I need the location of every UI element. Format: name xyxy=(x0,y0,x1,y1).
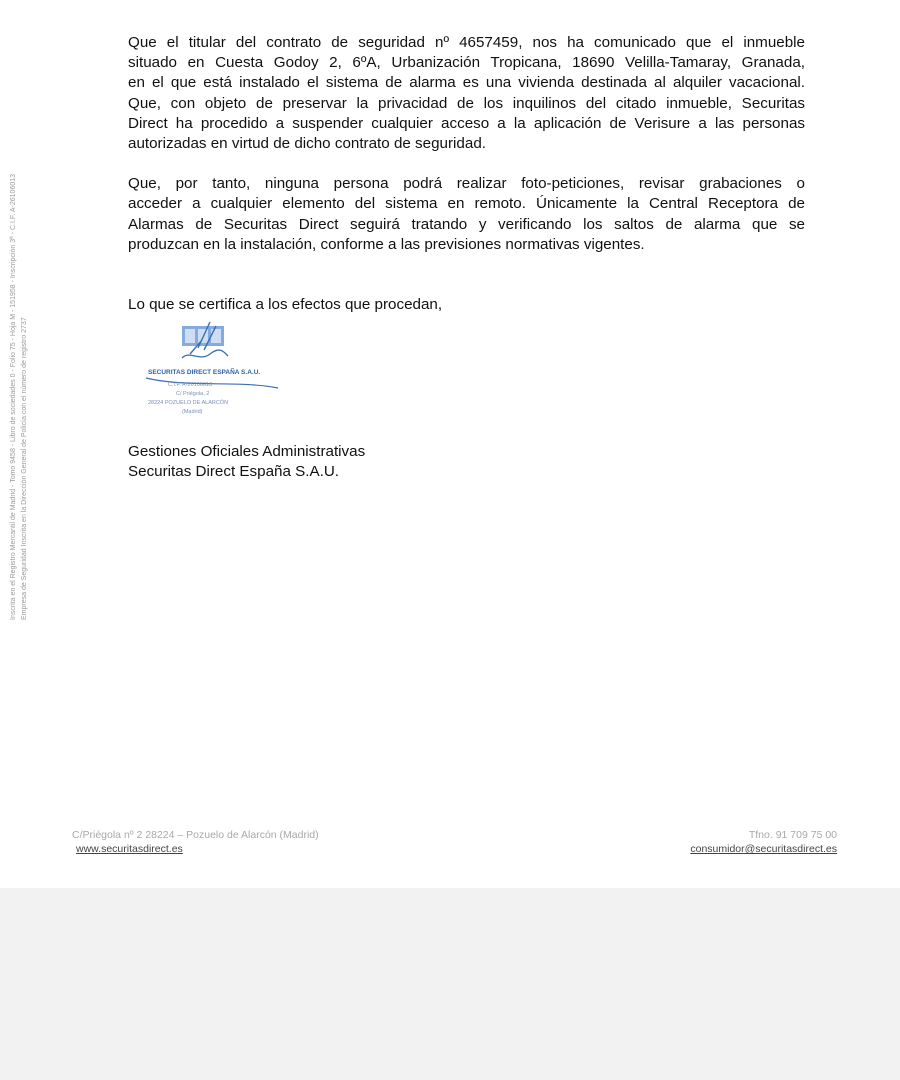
signature-department: Gestiones Oficiales Administrativas xyxy=(128,443,366,460)
stamp-cif-text: C.I.F. A-26106013 xyxy=(168,382,213,388)
stamp-region-text: (Madrid) xyxy=(182,409,203,415)
paragraph-1-line: Direct ha procedido a suspender cualquier acceso a la aplicación de Verisure a las personas xyxy=(128,114,805,132)
side-legal-line-2: Empresa de Seguridad Inscrita en la Dirección General de Policía con el número de registro 2737 xyxy=(21,317,28,620)
stamp-city-text: 28224 POZUELO DE ALARCÓN xyxy=(148,400,229,406)
paragraph-2-line: acceder a cualquier elemento del sistema en remoto. Únicamente la Central Receptora de xyxy=(128,195,805,213)
footer-left xyxy=(72,828,319,856)
paragraph-1 xyxy=(128,33,805,154)
letter-body xyxy=(128,33,805,255)
paragraph-2-line: produzcan en la instalación, conforme a las previsiones normativas vigentes. xyxy=(128,235,645,253)
paragraph-2-line: Alarmas de Securitas Direct seguirá tratando y verificando los saltos de alarma que se xyxy=(128,215,805,233)
certification-statement: Lo que se certifica a los efectos que procedan, xyxy=(128,296,443,313)
footer-phone: Tfno. 91 709 75 00 xyxy=(748,829,837,841)
paragraph-1-line: situado en Cuesta Godoy 2, 6ºA, Urbanización Tropicana, 18690 Velilla-Tamaray, Granada, xyxy=(128,54,805,72)
paragraph-2-line: Que, por tanto, ninguna persona podrá realizar foto-peticiones, revisar grabaciones o xyxy=(128,175,805,193)
stamp-company-text: SECURITAS DIRECT ESPAÑA S.A.U. xyxy=(148,369,261,376)
footer-right xyxy=(690,828,837,856)
paragraph-1-line: Que el titular del contrato de seguridad nº 4657459, nos ha comunicado que el inmueble xyxy=(128,34,805,51)
paragraph-1-line: Que, con objeto de preservar la privacidad de los inquilinos del citado inmueble, Securitas xyxy=(128,94,805,112)
signature-company: Securitas Direct España S.A.U. xyxy=(128,463,340,480)
side-legal-text xyxy=(8,20,48,620)
footer-address: C/Priégola nº 2 28224 – Pozuelo de Alarcón (Madrid) xyxy=(72,829,319,841)
company-stamp xyxy=(138,318,288,418)
paragraph-2 xyxy=(128,174,805,255)
stamp-address-text: C/ Priégola, 2 xyxy=(176,391,210,397)
footer-email-link[interactable]: consumidor@securitasdirect.es xyxy=(690,843,837,855)
paragraph-1-line: autorizadas en virtud de dicho contrato de seguridad. xyxy=(128,135,486,153)
signature-block xyxy=(128,442,365,482)
footer-website-link[interactable]: www.securitasdirect.es xyxy=(76,843,183,855)
side-legal-line-1: Inscrita en el Registro Mercantil de Madrid - Tomo 9458 - Libro de sociedades 0 - Folio 75 - Hoja M - 151958 - Inscripción 3ª - C.I.F. A-26106013 xyxy=(10,173,17,620)
paragraph-1-line: en el que está instalado el sistema de alarma es una vivienda destinada al alquiler vacacional. xyxy=(128,74,805,92)
